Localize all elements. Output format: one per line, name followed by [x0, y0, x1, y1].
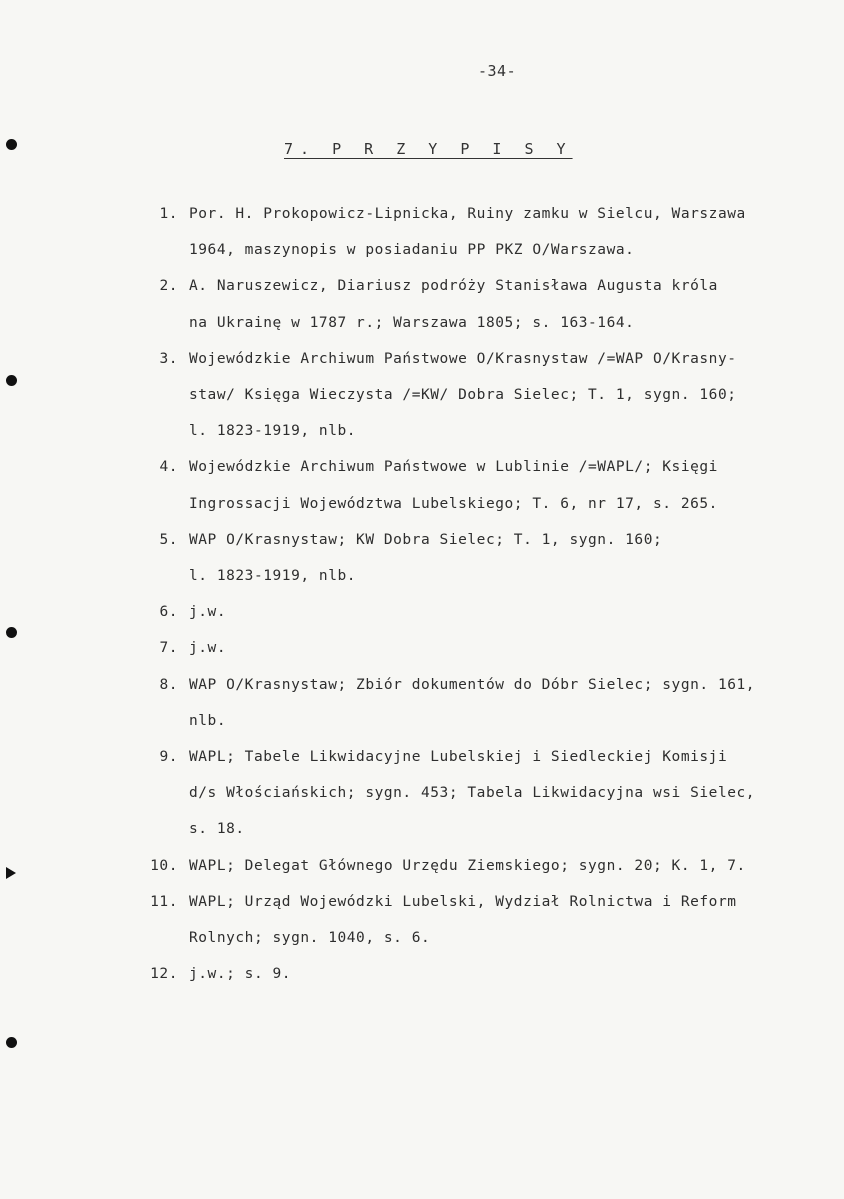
footnote-number: 8.: [159, 676, 178, 693]
footnote-number: 7.: [159, 640, 178, 657]
footnote-number: 10.: [150, 857, 178, 874]
footnote-line: j.w.: [189, 640, 227, 657]
punch-hole: [6, 139, 17, 150]
footnote-line: staw/ Księga Wieczysta /=KW/ Dobra Sielec; T. 1, sygn. 160;: [189, 387, 737, 403]
footnote-line: Por. H. Prokopowicz-Lipnicka, Ruiny zamku w Sielcu, Warszawa: [189, 206, 746, 222]
footnote-line: WAP O/Krasnystaw; Zbiór dokumentów do Dóbr Sielec; sygn. 161,: [189, 676, 756, 693]
footnote-line: Wojewódzkie Archiwum Państwowe w Lublinie /=WAPL/; Księgi: [189, 459, 718, 476]
punch-hole: [6, 375, 17, 386]
footnote-number: 2.: [159, 278, 178, 295]
footnote-number: 11.: [150, 893, 178, 910]
footnote-line: s. 18.: [189, 821, 245, 838]
footnote-line: d/s Włościańskich; sygn. 453; Tabela Likwidacyjna wsi Sielec,: [189, 785, 756, 802]
footnote-line: j.w.; s. 9.: [189, 966, 292, 983]
footnote-line: Wojewódzkie Archiwum Państwowe O/Krasnystaw /=WAP O/Krasny-: [189, 350, 737, 367]
footnote-line: l. 1823-1919, nlb.: [189, 568, 357, 584]
footnote-line: WAP O/Krasnystaw; KW Dobra Sielec; T. 1, sygn. 160;: [189, 531, 663, 548]
section-title: 7. P R Z Y P I S Y: [284, 140, 573, 158]
footnote-line: Ingrossacji Województwa Lubelskiego; T. 6, nr 17, s. 265.: [189, 495, 718, 512]
footnote-line: 1964, maszynopis w posiadaniu PP PKZ O/Warszawa.: [189, 242, 635, 259]
footnote-number: 3.: [159, 350, 178, 367]
footnote-number: 9.: [159, 749, 178, 765]
footnote-number: 1.: [159, 206, 178, 222]
footnote-number: 12.: [150, 966, 178, 983]
punch-hole: [6, 867, 16, 879]
punch-hole: [6, 1037, 17, 1048]
footnote-number: 6.: [159, 604, 178, 621]
footnote-line: A. Naruszewicz, Diariusz podróży Stanisława Augusta króla: [189, 278, 718, 295]
punch-hole: [6, 627, 17, 638]
footnote-number: 5.: [159, 531, 178, 548]
footnote-line: WAPL; Tabele Likwidacyjne Lubelskiej i Siedleckiej Komisji: [189, 749, 728, 765]
footnote-line: WAPL; Urząd Wojewódzki Lubelski, Wydział Rolnictwa i Reform: [189, 893, 737, 910]
page-number: -34-: [478, 62, 517, 80]
footnote-number: 4.: [159, 459, 178, 476]
footnote-line: Rolnych; sygn. 1040, s. 6.: [189, 930, 431, 946]
footnote-line: j.w.: [189, 604, 227, 621]
footnote-line: l. 1823-1919, nlb.: [189, 423, 357, 440]
footnote-line: WAPL; Delegat Głównego Urzędu Ziemskiego; sygn. 20; K. 1, 7.: [189, 857, 746, 874]
footnote-line: nlb.: [189, 712, 227, 729]
footnote-line: na Ukrainę w 1787 r.; Warszawa 1805; s. 163-164.: [189, 314, 635, 331]
